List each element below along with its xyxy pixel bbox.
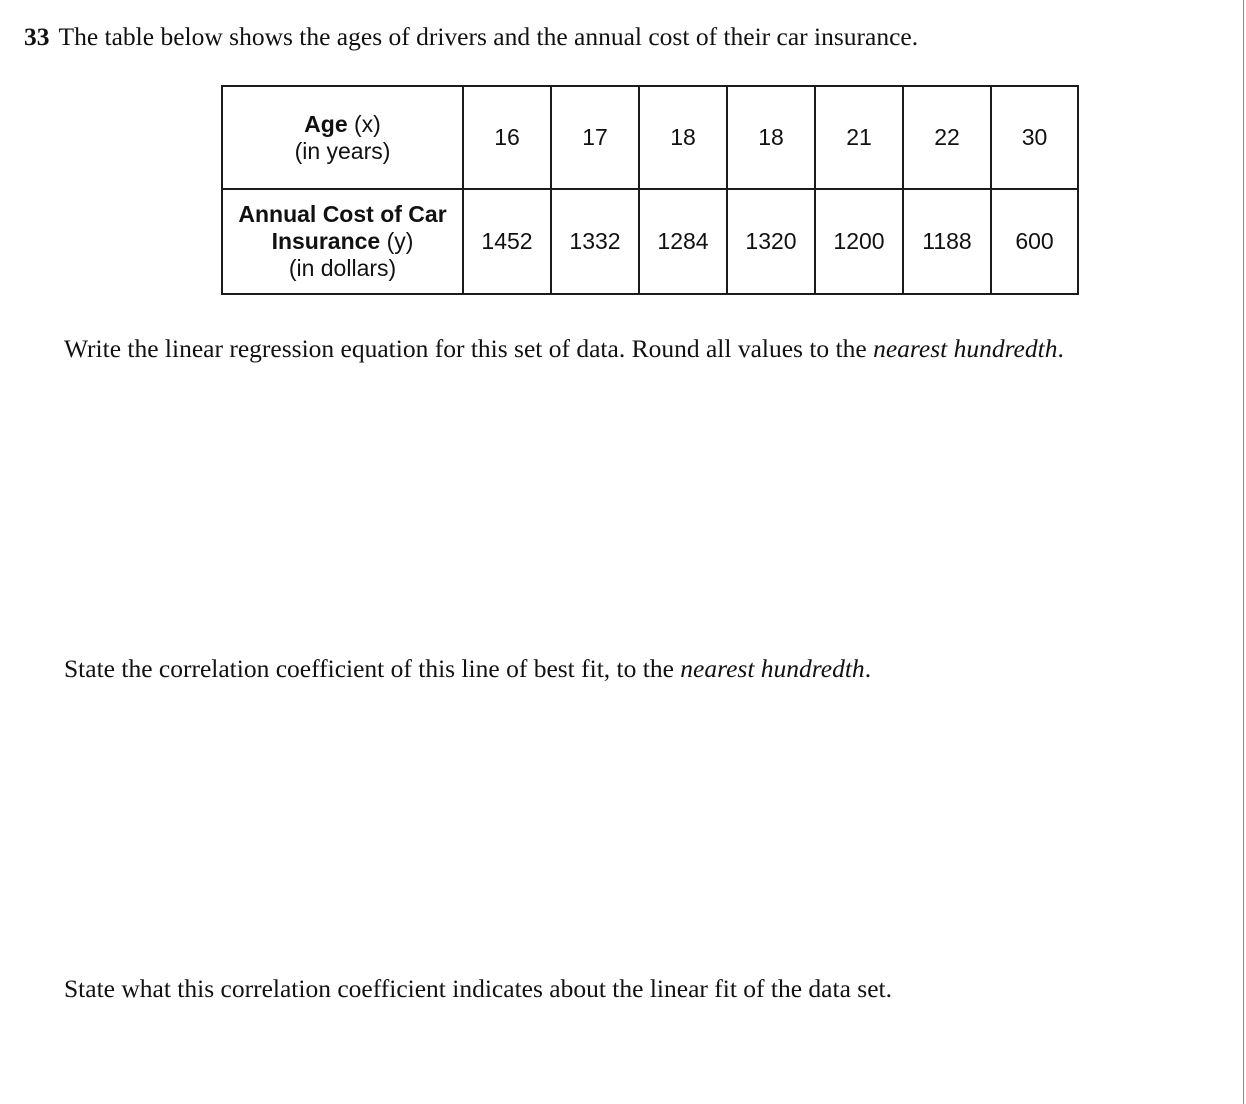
table-cell-age-3: 18 [727,86,815,189]
instruction-0-emphasis: nearest hundredth [873,334,1058,363]
data-table-container [221,85,1079,295]
row-label-cost-units: (in dollars) [288,255,397,281]
table-cell-age-2: 18 [639,86,727,189]
page-edge-rule [1243,0,1244,1104]
instruction-linear-fit-interpretation [64,972,892,1006]
instruction-2-text: State what this correlation coefficient indicates about the linear fit of the data set. [64,974,892,1003]
table-row-cost [222,189,1078,294]
instruction-0-text: Write the linear regression equation for this set of data. Round all values to the [64,334,874,363]
row-label-cost-variable: (y) [380,228,414,254]
row-label-age-variable: (x) [347,110,381,137]
instruction-1-text: State the correlation coefficient of this line of best fit, to the [64,654,681,683]
table-cell-cost-3: 1320 [727,189,815,294]
table-cell-cost-0: 1452 [463,189,551,294]
instruction-correlation-coefficient [64,652,871,686]
table-cell-cost-1: 1332 [551,189,639,294]
row-label-age-units: (in years) [294,137,391,164]
instruction-regression-equation [64,332,1064,366]
table-cell-age-5: 22 [903,86,991,189]
table-cell-age-4: 21 [815,86,903,189]
instruction-1-emphasis: nearest hundredth [680,654,865,683]
instruction-0-tail: . [1057,334,1064,363]
instruction-1-tail: . [864,654,872,683]
question-prompt: The table below shows the ages of drivers and the annual cost of their car insurance. [58,22,919,51]
table-cell-cost-4: 1200 [815,189,903,294]
table-cell-cost-5: 1188 [903,189,991,294]
row-label-cost [222,189,463,294]
table-cell-age-0: 16 [463,86,551,189]
table-cell-cost-2: 1284 [639,189,727,294]
row-label-age [222,86,463,189]
row-label-cost-title: Annual Cost of Car Insurance [238,201,447,254]
row-label-age-title: Age [304,110,348,137]
table-cell-age-1: 17 [551,86,639,189]
question-header [24,20,1204,54]
table-cell-cost-6: 600 [991,189,1078,294]
question-number: 33 [24,22,50,51]
table-row-age [222,86,1078,189]
insurance-data-table [221,85,1079,295]
table-cell-age-6: 30 [991,86,1078,189]
